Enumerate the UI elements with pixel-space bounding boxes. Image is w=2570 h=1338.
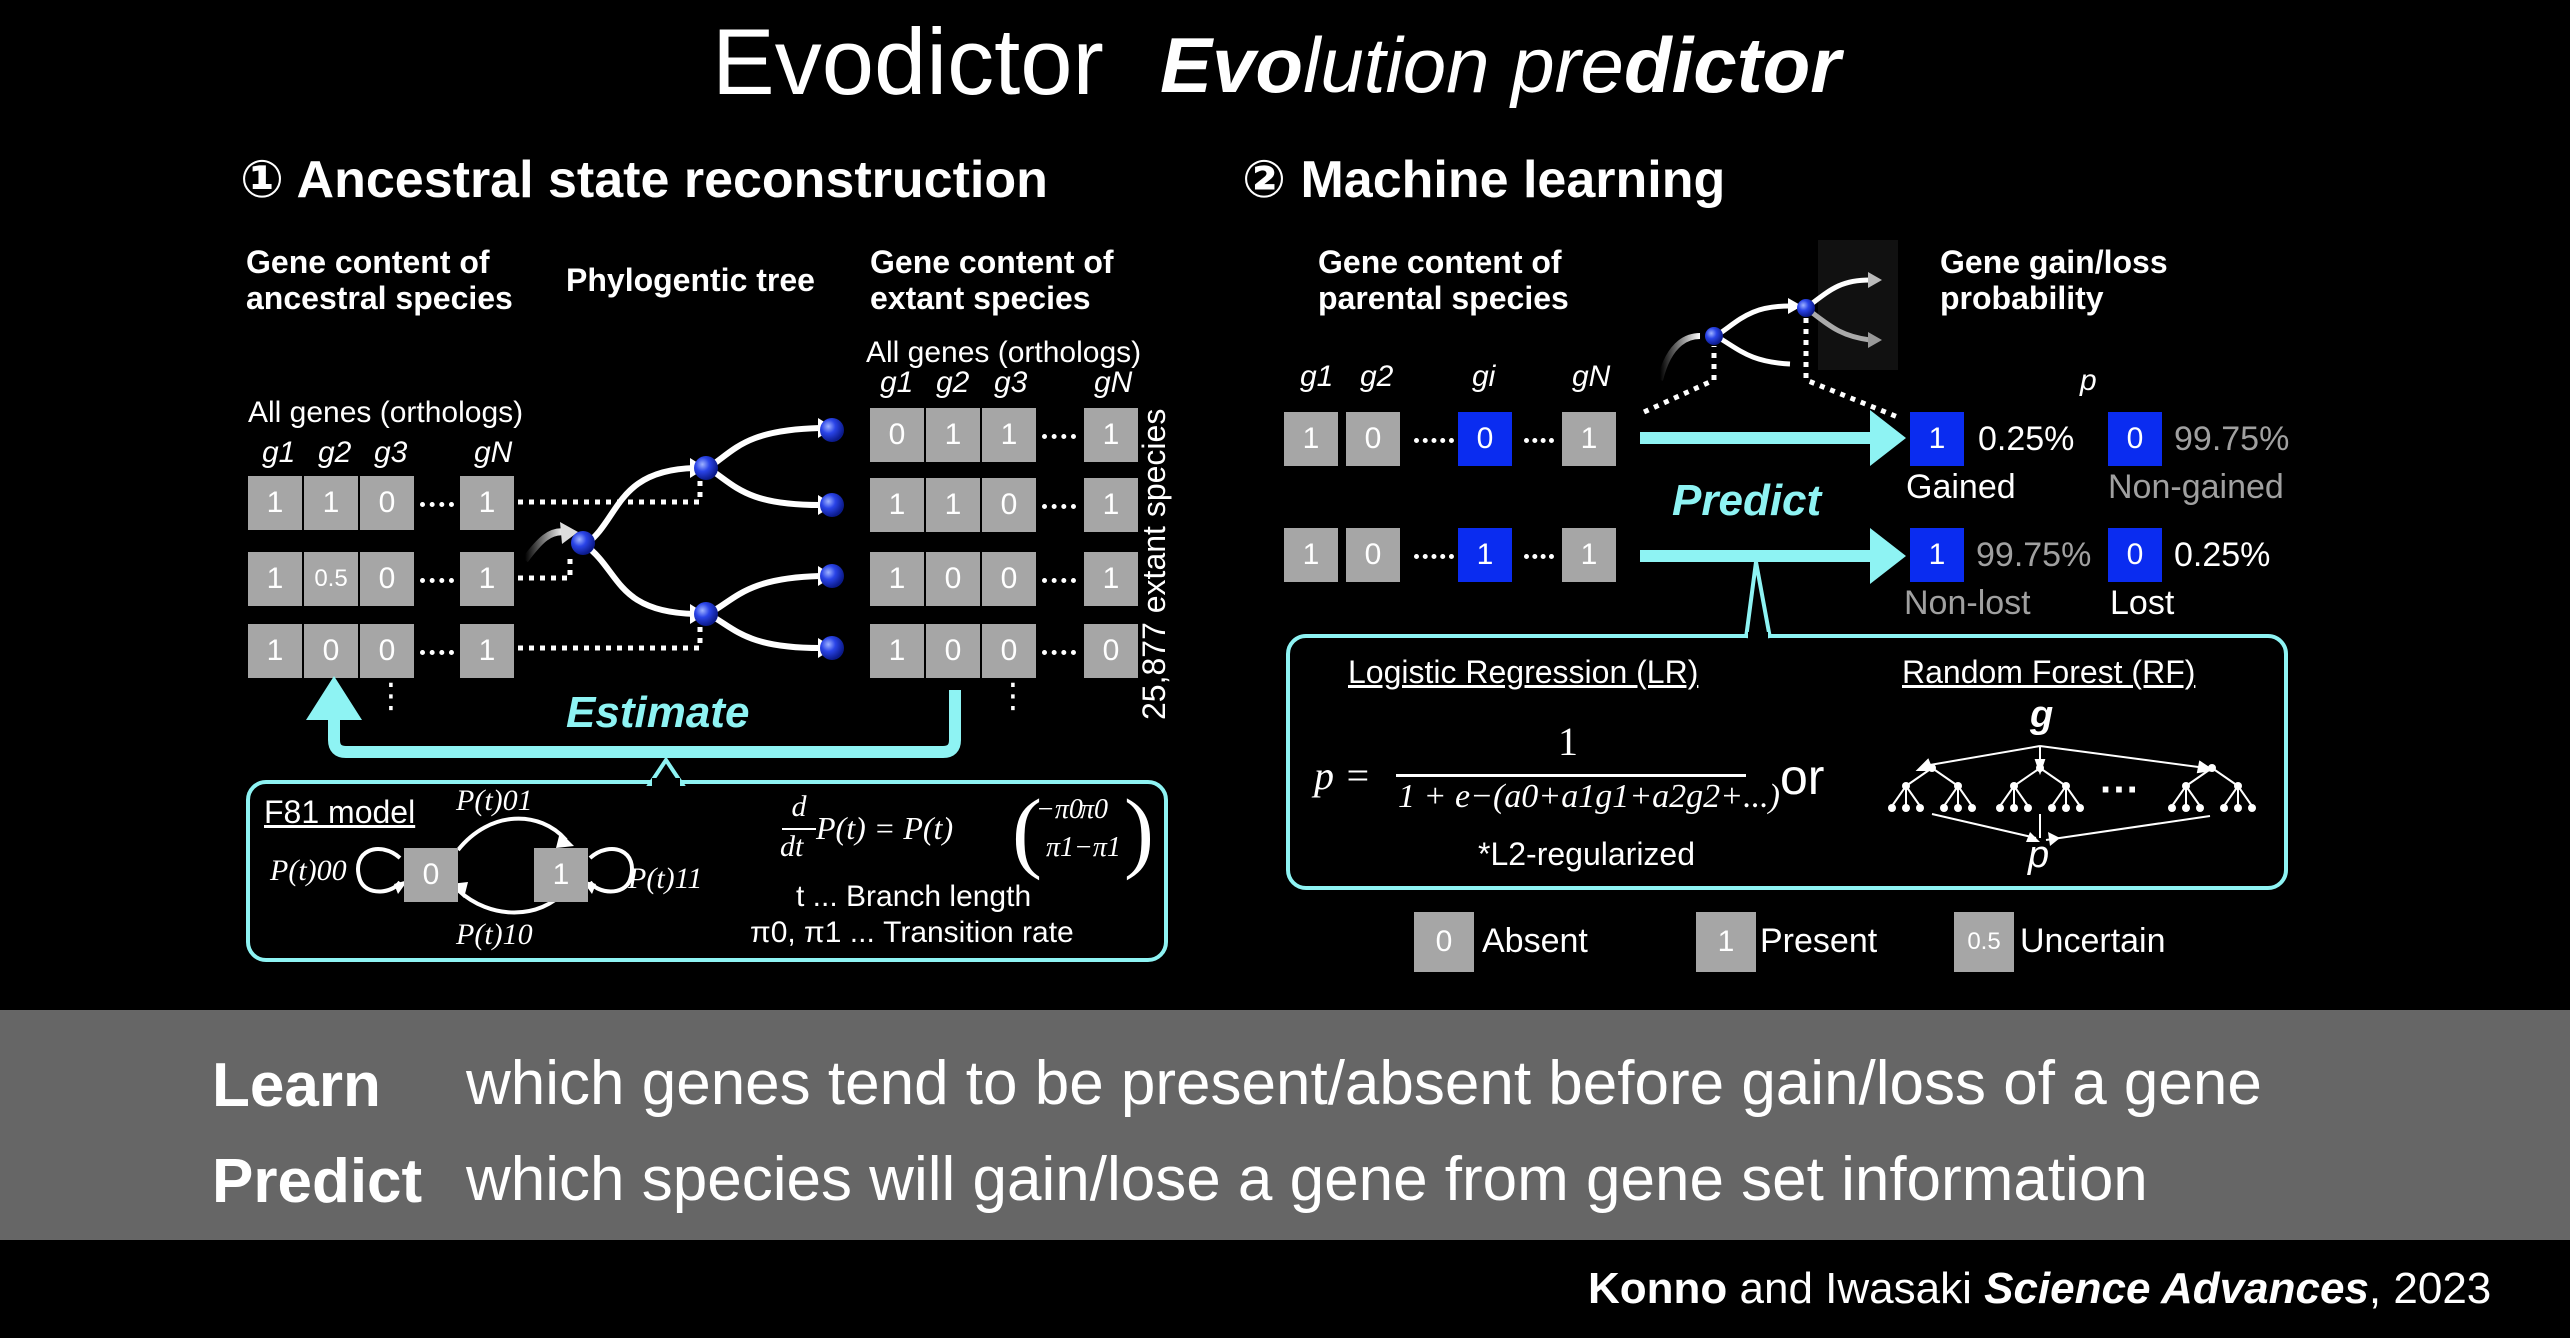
gene-cell: 1 (1562, 528, 1616, 582)
gene-label: g1 (262, 436, 296, 469)
rf-node (2208, 764, 2216, 772)
gene-cell: 0.5 (304, 552, 358, 606)
learn-key: Learn (212, 1051, 381, 1120)
gene-cell: 0 (1346, 412, 1400, 466)
rf-node (2036, 764, 2044, 772)
rf-node (2234, 782, 2242, 790)
gene-cell: 0 (982, 552, 1036, 606)
rf-node (2168, 804, 2176, 812)
rf-node (2182, 804, 2190, 812)
rf-node (1996, 804, 2004, 812)
predict-label: Predict (1672, 476, 1822, 525)
gene-label: gi (1472, 360, 1496, 393)
gene-cell: 1 (1284, 412, 1338, 466)
output-label: Non-gained (2108, 468, 2284, 506)
gene-cell: 1 (1562, 412, 1616, 466)
all-genes-left: All genes (orthologs) (248, 396, 524, 429)
gene-cell: 0 (982, 478, 1036, 532)
gene-cell: 0 (926, 552, 980, 606)
output-box: 1 (1910, 528, 1964, 582)
gene-cell: 1 (248, 624, 302, 678)
gene-cell: 1 (304, 476, 358, 530)
gene-cell: 0 (360, 476, 414, 530)
citation: Konno and Iwasaki Science Advances, 2023 (1588, 1264, 2492, 1313)
page-subtitle: Evolution predictor (1160, 21, 1841, 109)
matrix-cell: −π0 (1036, 794, 1083, 825)
extant-count: 25,877 extant species (1136, 408, 1172, 720)
rf-node (2048, 804, 2056, 812)
gene-cell: 1 (1084, 478, 1138, 532)
state-0-box: 0 (404, 848, 458, 902)
eq-den: dt (780, 830, 804, 863)
gene-cell: 1 (870, 624, 924, 678)
vdots-right: ⋮ (996, 677, 1030, 715)
rf-p: p (2028, 834, 2050, 876)
gene-label: gN (1094, 366, 1133, 399)
rf-node (2076, 804, 2084, 812)
rf-node (2234, 804, 2242, 812)
rf-node (2062, 804, 2070, 812)
gene-label: g2 (936, 366, 970, 399)
section2-title: ② Machine learning (1242, 151, 1726, 209)
rf-dots: ··· (2100, 768, 2140, 812)
gene-label: g1 (880, 366, 914, 399)
vdots-left: ⋮ (374, 677, 408, 715)
gene-cell: 1 (870, 478, 924, 532)
rf-node (2182, 782, 2190, 790)
lr-numerator: 1 (1558, 719, 1578, 764)
eq-paren-right: ) (1124, 782, 1154, 881)
gene-label: g3 (994, 366, 1028, 399)
legend-label-absent: Absent (1482, 922, 1588, 960)
rf-title: Random Forest (RF) (1902, 654, 2196, 690)
section1-title: ① Ancestral state reconstruction (240, 151, 1048, 209)
rf-node (2248, 804, 2256, 812)
all-genes-right: All genes (orthologs) (866, 336, 1142, 369)
pi-definition: π0, π1 ... Transition rate (750, 916, 1074, 949)
f81-label: F81 model (264, 794, 416, 830)
gene-cell: 1 (1458, 528, 1512, 582)
gene-cell: 1 (248, 476, 302, 530)
rf-node (1968, 804, 1976, 812)
output-pct: 99.75% (2174, 420, 2290, 458)
rf-node (2010, 804, 2018, 812)
rf-node (2220, 804, 2228, 812)
output-box: 0 (2108, 528, 2162, 582)
tree-header: Phylogentic tree (566, 262, 815, 298)
output-label: Non-lost (1904, 584, 2031, 622)
output-pct: 0.25% (2174, 536, 2271, 574)
or-label: or (1780, 749, 1825, 805)
lr-denominator: 1 + e−(a0+a1g1+a2g2+...) (1398, 778, 1780, 815)
t-definition: t ... Branch length (796, 880, 1032, 913)
rf-node (2062, 782, 2070, 790)
gene-cell: 1 (460, 552, 514, 606)
rf-node (1902, 782, 1910, 790)
rf-node (1902, 804, 1910, 812)
output-label: Gained (1906, 468, 2016, 506)
rf-node (2196, 804, 2204, 812)
estimate-label: Estimate (566, 688, 750, 737)
output-label: Lost (2110, 584, 2175, 622)
rf-node (2010, 782, 2018, 790)
gene-label: g2 (1360, 360, 1394, 393)
gene-cell: 1 (460, 624, 514, 678)
ancestral-header: Gene content of ancestral species (246, 244, 513, 316)
predict-text: which species will gain/lose a gene from gene set information (466, 1145, 2148, 1214)
gene-label: gN (1572, 360, 1611, 393)
eq-paren-left: ( (1012, 782, 1042, 881)
gene-cell: 1 (926, 408, 980, 462)
rf-node (1954, 804, 1962, 812)
rf-node (2024, 804, 2032, 812)
rf-g: g (2030, 694, 2054, 736)
rf-node (1928, 764, 1936, 772)
rf-node (1888, 804, 1896, 812)
lr-note: *L2-regularized (1478, 836, 1696, 872)
output-pct: 99.75% (1976, 536, 2092, 574)
legend-box-absent: 0 (1414, 912, 1474, 972)
matrix-cell: π0 (1080, 794, 1109, 825)
legend-box-uncertain: 0.5 (1954, 912, 2014, 972)
eq-mid: P(t) = P(t) (816, 810, 954, 846)
state-1-box: 1 (534, 848, 588, 902)
gene-cell: 0 (982, 624, 1036, 678)
predict-key: Predict (212, 1147, 423, 1216)
rf-node (1940, 804, 1948, 812)
p11-label: P(t)11 (628, 862, 703, 895)
gene-cell: 1 (460, 476, 514, 530)
output-box: 1 (1910, 412, 1964, 466)
lr-title: Logistic Regression (LR) (1348, 654, 1699, 690)
legend-box-present: 1 (1696, 912, 1756, 972)
gene-label: g1 (1300, 360, 1334, 393)
page-title: Evodictor (712, 9, 1104, 114)
learn-text: which genes tend to be present/absent before gain/loss of a gene (466, 1049, 2262, 1118)
matrix-cell: π1 (1046, 832, 1075, 863)
output-box: 0 (2108, 412, 2162, 466)
gene-cell: 1 (248, 552, 302, 606)
gene-cell: 1 (926, 478, 980, 532)
matrix-cell: −π1 (1074, 832, 1121, 863)
legend-label-present: Present (1760, 922, 1878, 960)
gene-cell: 1 (1284, 528, 1338, 582)
gene-cell: 1 (870, 552, 924, 606)
legend-label-uncertain: Uncertain (2020, 922, 2166, 960)
p01-label: P(t)01 (456, 784, 533, 817)
p-label: p (2080, 364, 2097, 397)
probability-header: Gene gain/loss probability (1940, 244, 2168, 316)
gene-cell: 0 (360, 552, 414, 606)
gene-cell: 0 (1458, 412, 1512, 466)
lr-frac-bar (1396, 774, 1746, 777)
gene-cell: 0 (926, 624, 980, 678)
gene-cell: 0 (360, 624, 414, 678)
gene-cell: 0 (1346, 528, 1400, 582)
p00-label: P(t)00 (270, 854, 347, 887)
eq-num: d (791, 790, 807, 823)
gene-label: g2 (318, 436, 352, 469)
gene-label: gN (474, 436, 513, 469)
extant-header: Gene content of extant species (870, 244, 1114, 316)
gene-cell: 0 (870, 408, 924, 462)
lr-p-equals: p = (1314, 753, 1371, 798)
gene-cell: 0 (1084, 624, 1138, 678)
gene-cell: 1 (1084, 408, 1138, 462)
gene-cell: 1 (1084, 552, 1138, 606)
gene-cell: 1 (982, 408, 1036, 462)
rf-node (1954, 782, 1962, 790)
parental-header: Gene content of parental species (1318, 244, 1569, 316)
gene-cell: 0 (304, 624, 358, 678)
gene-label: g3 (374, 436, 408, 469)
rf-node (1916, 804, 1924, 812)
output-pct: 0.25% (1978, 420, 2075, 458)
p10-label: P(t)10 (456, 918, 533, 951)
